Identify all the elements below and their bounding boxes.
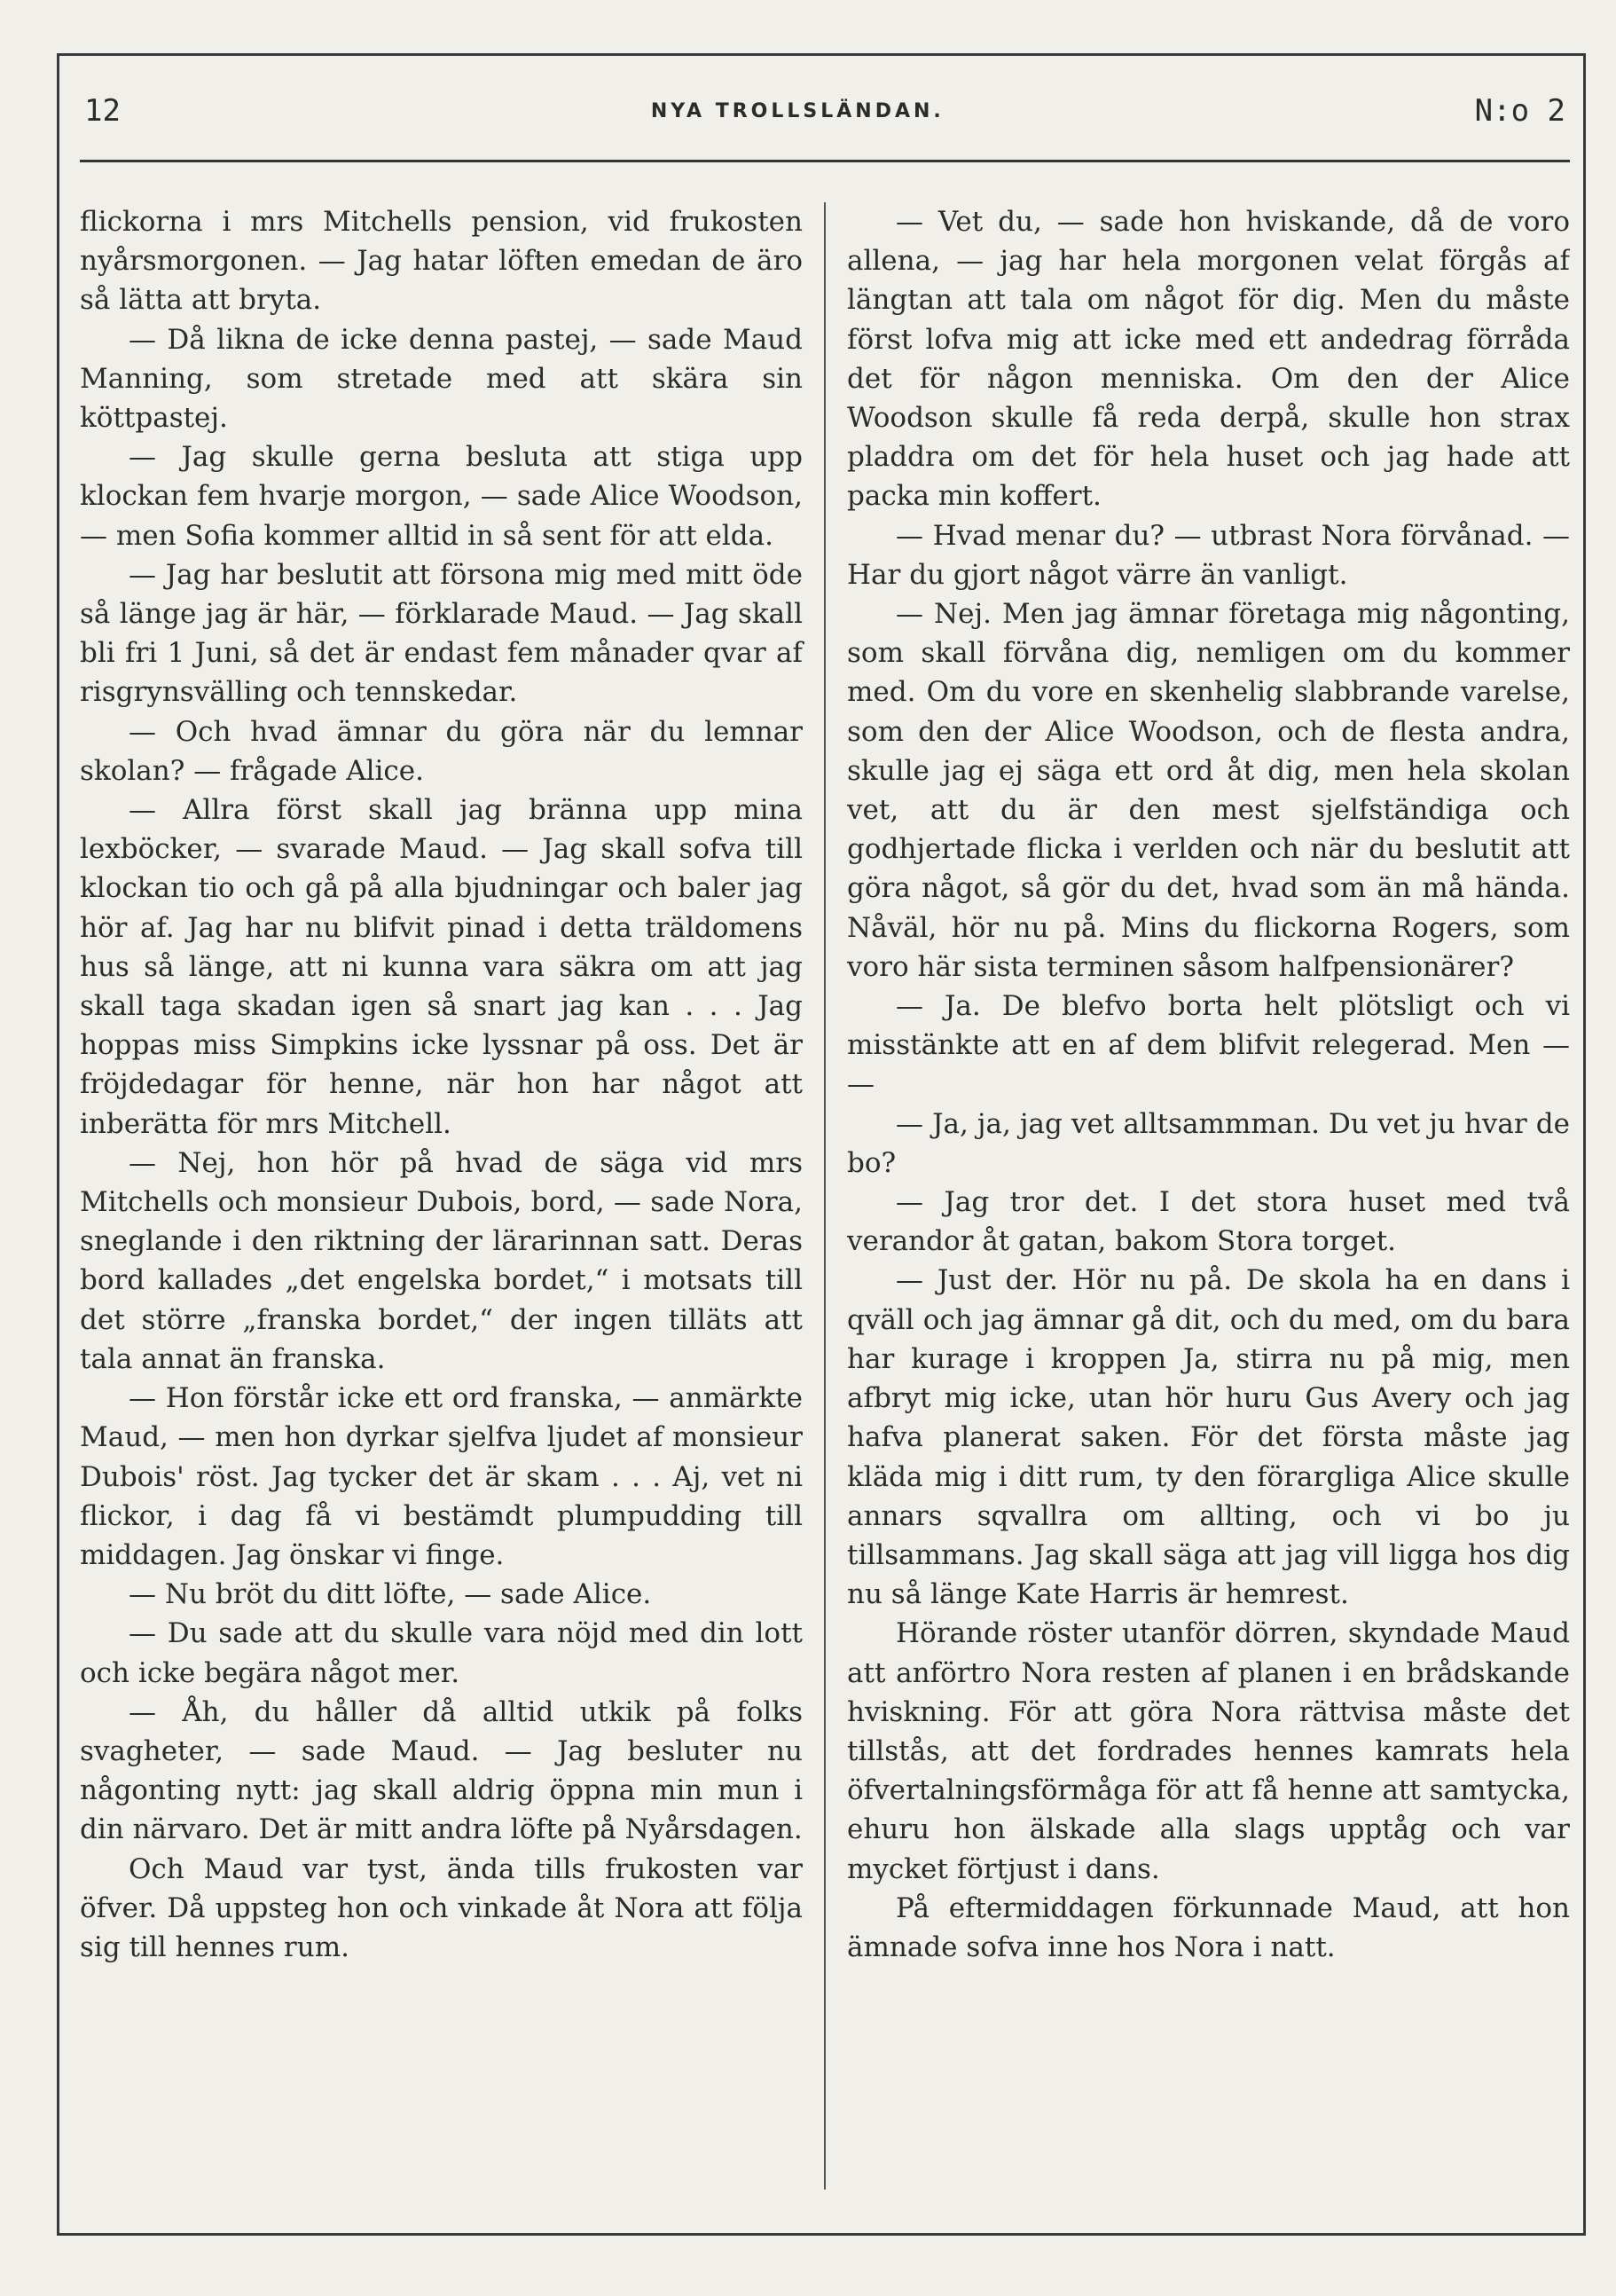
paragraph: Hörande röster utanför dörren, skyndade Maud att anförtro Nora resten af planen i en brådskande hviskning. För att göra Nora rättvisa måste det tillstås, att det fordrades hennes kamrats hela öfvertalningsförmåga för att få henne att samtycka, ehuru hon älskade alla slags upptåg och var mycket förtjust i dans. [847, 1617, 1570, 1885]
page-header [84, 84, 1565, 138]
paragraph: — Hvad menar du? — utbrast Nora förvånad. — Har du gjort något värre än vanligt. [847, 519, 1570, 591]
paragraph: — Nej. Men jag ämnar företaga mig någonting, som skall förvåna dig, nemligen om du kommer med. Om du vore en skenhelig slabbrande varelse, som den der Alice Woodson, och de flesta andra, skulle jag ej säga ett ord åt dig, men hela skolan vet, att du är den mest sjelfständiga och godhjertade flicka i verlden och när du beslutit att göra något, så gör du det, hvad som än må hända. Nåväl, hör nu på. Mins du flickorna Rogers, som voro här sista terminen såsom halfpensionärer? [847, 598, 1570, 983]
paragraph: — Du sade att du skulle vara nöjd med din lott och icke begära något mer. [80, 1617, 803, 1689]
paragraph: — Ja. De blefvo borta helt plötsligt och vi misstänkte att en af dem blifvit relegerad. Men — — [847, 990, 1570, 1101]
paragraph: — Jag tror det. I det stora huset med två verandor åt gatan, bakom Stora torget. [847, 1186, 1570, 1258]
paragraph: — Hon förstår icke ett ord franska, — anmärkte Maud, — men hon dyrkar sjelfva ljudet af monsieur Dubois' röst. Jag tycker det är skam . . . Aj, vet ni flickor, i dag få vi bestämdt plumpudding till middagen. Jag önskar vi finge. [80, 1382, 803, 1571]
issue-number: N:o 2 [1474, 93, 1565, 129]
paragraph: — Då likna de icke denna pastej, — sade Maud Manning, som stretade med att skära sin köttpastej. [80, 323, 803, 435]
paragraph: — Åh, du håller då alltid utkik på folks svagheter, — sade Maud. — Jag besluter nu någonting nytt: jag skall aldrig öppna min mun i din närvaro. Det är mitt andra löfte på Nyårsdagen. [80, 1695, 803, 1846]
left-column [80, 202, 824, 2190]
paragraph: — Ja, ja, jag vet alltsammman. Du vet ju hvar de bo? [847, 1107, 1570, 1179]
header-rule [80, 160, 1570, 162]
paragraph: — Och hvad ämnar du göra när du lemnar skolan? — frågade Alice. [80, 715, 803, 787]
paragraph: Och Maud var tyst, ända tills frukosten var öfver. Då uppsteg hon och vinkade åt Nora att följa sig till hennes rum. [80, 1852, 803, 1963]
paragraph: flickorna i mrs Mitchells pension, vid frukosten nyårsmorgonen. — Jag hatar löften emedan de äro så lätta att bryta. [80, 206, 803, 317]
text-columns [80, 202, 1570, 2190]
paragraph: — Jag har beslutit att försona mig med mitt öde så länge jag är här, — förklarade Maud. — Jag skall bli fri 1 Juni, så det är endast fem månader qvar af risgrynsvälling och tennskedar. [80, 558, 803, 709]
paragraph: — Allra först skall jag bränna upp mina lexböcker, — svarade Maud. — Jag skall sofva till klockan tio och gå på alla bjudningar och baler jag hör af. Jag har nu blifvit pinad i detta träldomens hus så länge, att ni kunna vara säkra om att jag skall taga skadan igen så snart jag kan . . . Jag hoppas miss Simpkins icke lyssnar på oss. Det är fröjdedagar för henne, när hon har något att inberätta för mrs Mitchell. [80, 794, 803, 1140]
page-number: 12 [84, 93, 121, 129]
paragraph: — Nej, hon hör på hvad de säga vid mrs Mitchells och monsieur Dubois, bord, — sade Nora, sneglande i den riktning der lärarinnan satt. Deras bord kallades „det engelska bordet,“ i motsats till det större „franska bordet,“ der ingen tilläts att tala annat än franska. [80, 1146, 803, 1375]
paragraph: — Jag skulle gerna besluta att stiga upp klockan fem hvarje morgon, — sade Alice Woodson, — men Sofia kommer alltid in så sent för att elda. [80, 441, 803, 552]
paragraph: På eftermiddagen förkunnade Maud, att hon ämnade sofva inne hos Nora i natt. [847, 1891, 1570, 1963]
paragraph: — Nu bröt du ditt löfte, — sade Alice. [129, 1578, 652, 1611]
right-column [824, 202, 1570, 2190]
running-title: NYA TROLLSLÄNDAN. [650, 99, 945, 122]
paragraph: — Just der. Hör nu på. De skola ha en dans i qväll och jag ämnar gå dit, och du med, om du bara har kurage i kroppen Ja, stirra nu på mig, men afbryt mig icke, utan hör huru Gus Avery och jag hafva planerat saken. För det första måste jag kläda mig i ditt rum, ty den förargliga Alice skulle annars sqvallra om allting, och vi bo ju tillsammans. Jag skall säga att jag vill ligga hos dig nu så länge Kate Harris är hemrest. [847, 1264, 1570, 1611]
paragraph: — Vet du, — sade hon hviskande, då de voro allena, — jag har hela morgonen velat förgås af längtan att tala om något för dig. Men du måste först lofva mig att icke med ett andedrag förråda det för någon menniska. Om den der Alice Woodson skulle få reda derpå, skulle hon strax pladdra om det för hela huset och jag hade att packa min koffert. [847, 206, 1570, 513]
